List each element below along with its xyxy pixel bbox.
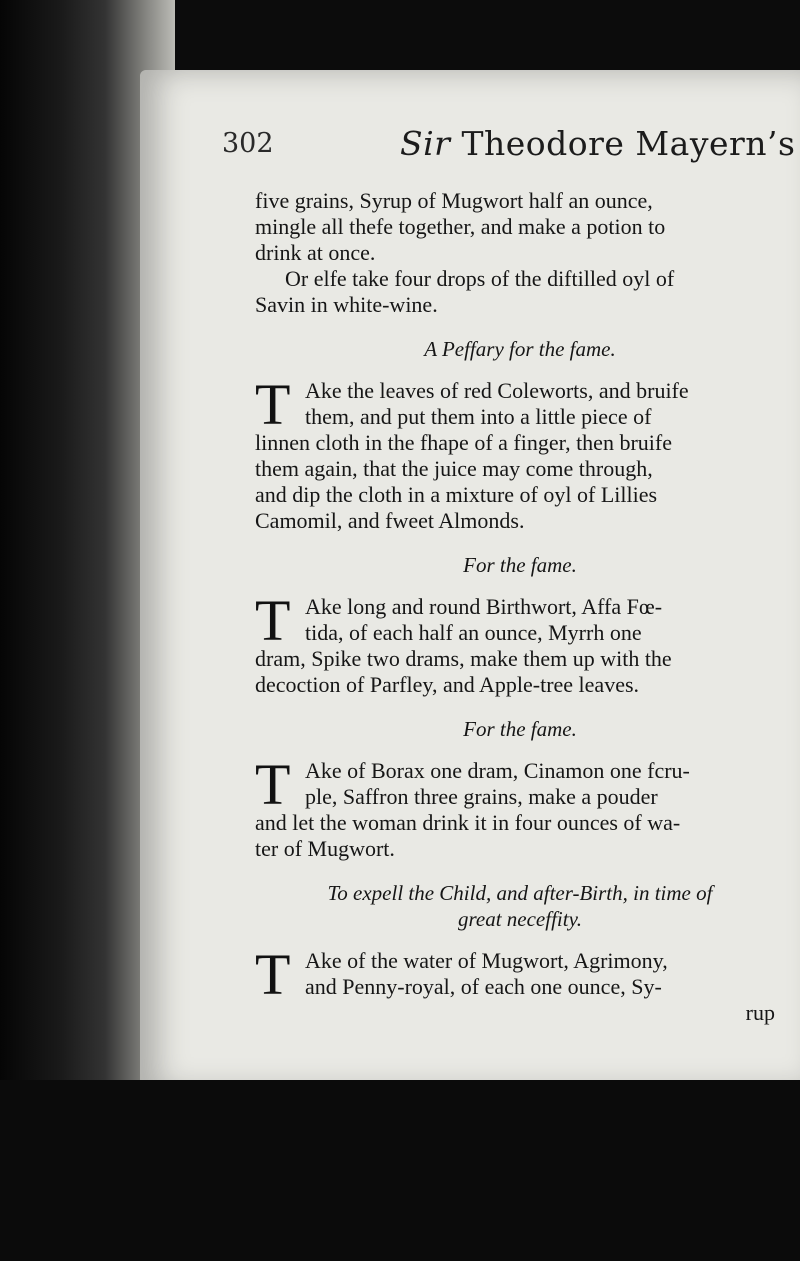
recipe-paragraph xyxy=(255,372,785,534)
page-number: 302 xyxy=(222,128,274,159)
text-line: them, and put them into a little piece of xyxy=(305,404,652,429)
text-line: dram, Spike two drams, make them up with the xyxy=(255,646,672,671)
text-line: them again, that the juice may come through, xyxy=(255,456,653,481)
text-line: five grains, Syrup of Mugwort half an ounce, xyxy=(255,188,653,213)
text-line: Ake of Borax one dram, Cinamon one fcru- xyxy=(305,758,690,783)
recipe-paragraph xyxy=(255,588,785,698)
section-heading: For the fame. xyxy=(463,553,577,577)
drop-cap: T xyxy=(255,752,291,817)
page-shadow xyxy=(0,1080,800,1261)
drop-cap: T xyxy=(255,942,291,1007)
running-head-prefix: Sir xyxy=(400,124,451,163)
text-line: ter of Mugwort. xyxy=(255,836,395,861)
section-heading: To expell the Child, and after-Birth, in time of xyxy=(327,881,713,905)
section-heading: A Peffary for the fame. xyxy=(424,337,616,361)
text-line: drink at once. xyxy=(255,240,376,265)
text-line: Savin in white-wine. xyxy=(255,292,438,317)
text-line: Camomil, and fweet Almonds. xyxy=(255,508,525,533)
running-head xyxy=(400,124,795,163)
book-page xyxy=(140,70,800,1090)
text-line: and Penny-royal, of each one ounce, Sy- xyxy=(305,974,662,999)
text-line: decoction of Parfley, and Apple-tree leaves. xyxy=(255,672,640,697)
text-line: ple, Saffron three grains, make a pouder xyxy=(305,784,658,809)
text-line: tida, of each half an ounce, Myrrh one xyxy=(305,620,642,645)
text-line: mingle all thefe together, and make a potion to xyxy=(255,214,666,239)
section-heading: great neceffity. xyxy=(457,907,582,931)
text-line: Ake the leaves of red Coleworts, and bruife xyxy=(305,378,689,403)
text-line: Or elfe take four drops of the diftilled oyl of xyxy=(285,266,675,291)
text-line: Ake long and round Birthwort, Affa Fœ- xyxy=(305,594,663,619)
text-line: and dip the cloth in a mixture of oyl of Lillies xyxy=(255,482,658,507)
text-line: linnen cloth in the fhape of a finger, then bruife xyxy=(255,430,672,455)
page-header xyxy=(140,124,800,178)
intro-paragraph xyxy=(255,188,785,318)
catchword: rup xyxy=(745,1000,775,1025)
section-heading: For the fame. xyxy=(463,717,577,741)
text-line: Ake of the water of Mugwort, Agrimony, xyxy=(305,948,668,973)
drop-cap: T xyxy=(255,372,291,437)
page-body xyxy=(255,188,785,1026)
recipe-paragraph xyxy=(255,942,785,1026)
recipe-paragraph xyxy=(255,752,785,862)
running-head-title: Theodore Mayern’s xyxy=(461,124,796,163)
drop-cap: T xyxy=(255,588,291,653)
text-line: and let the woman drink it in four ounces of wa- xyxy=(255,810,681,835)
